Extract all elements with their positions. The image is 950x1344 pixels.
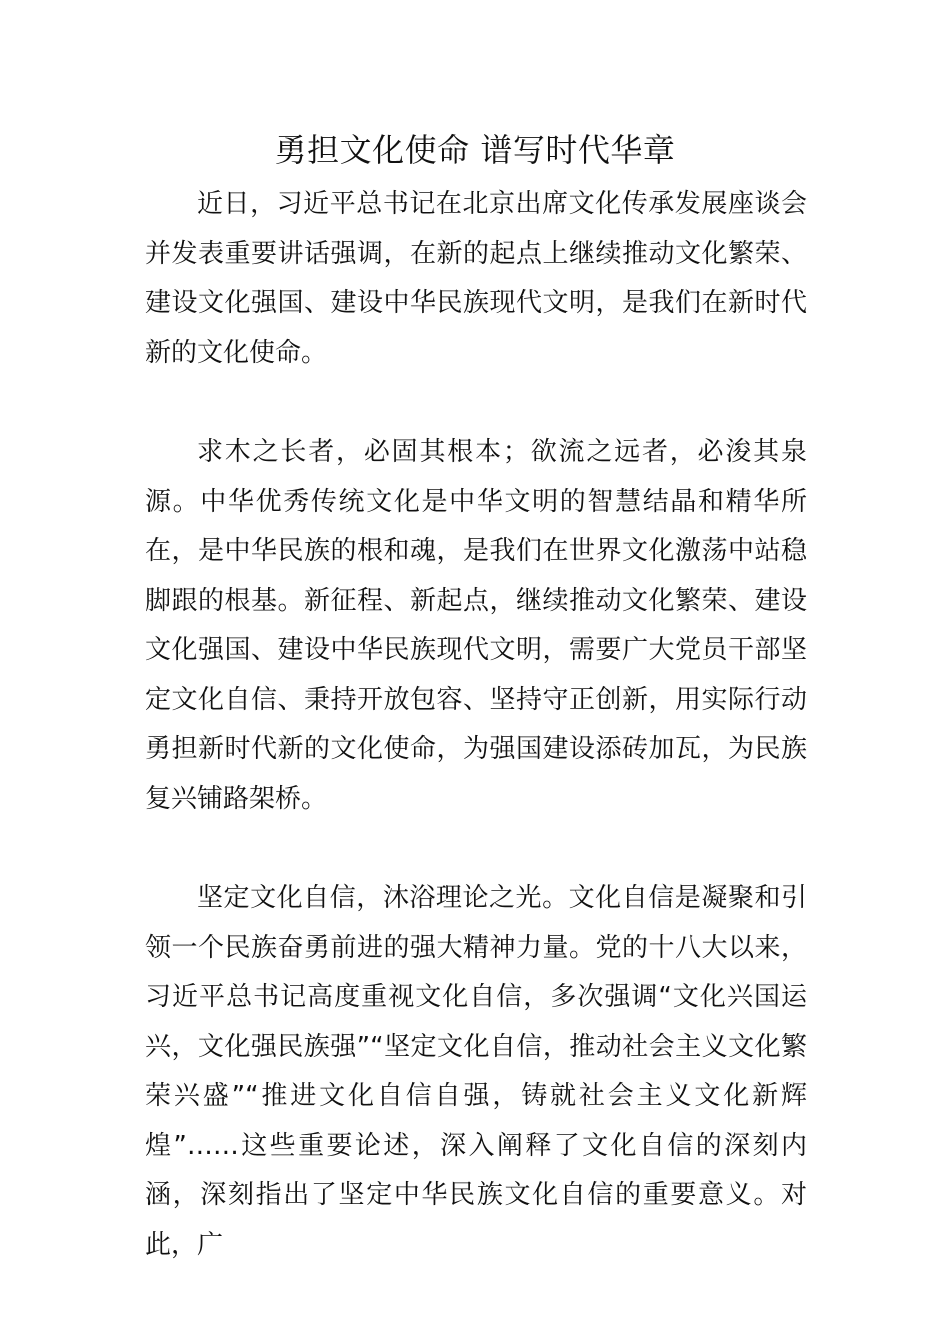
paragraph-roots: 求木之长者，必固其根本；欲流之远者，必浚其泉源。中华优秀传统文化是中华文明的智慧结晶和精华所在，是中华民族的根和魂，是我们在世界文化激荡中站稳脚跟的根基。新征程、新起点，继续推动文化繁荣、建设文化强国、建设中华民族现代文明，需要广大党员干部坚定文化自信、秉持开放包容、坚持守正创新，用实际行动勇担新时代新的文化使命，为强国建设添砖加瓦，为民族复兴铺路架桥。 [145, 437, 807, 814]
document-title: 勇担文化使命 谱写时代华章 [274, 131, 676, 169]
paragraph-confidence: 坚定文化自信，沐浴理论之光。文化自信是凝聚和引领一个民族奋勇前进的强大精神力量。党的十八大以来，习近平总书记高度重视文化自信，多次强调“文化兴国运兴，文化强民族强”“坚定文化自信，推动社会主义文化繁荣兴盛”“推进文化自信自强，铸就社会主义文化新辉煌”……这些重要论述，深入阐释了文化自信的深刻内涵，深刻指出了坚定中华民族文化自信的重要意义。对此，广 [145, 883, 807, 1260]
paragraph-intro: 近日，习近平总书记在北京出席文化传承发展座谈会并发表重要讲话强调，在新的起点上继续推动文化繁荣、建设文化强国、建设中华民族现代文明，是我们在新时代新的文化使命。 [145, 189, 807, 368]
